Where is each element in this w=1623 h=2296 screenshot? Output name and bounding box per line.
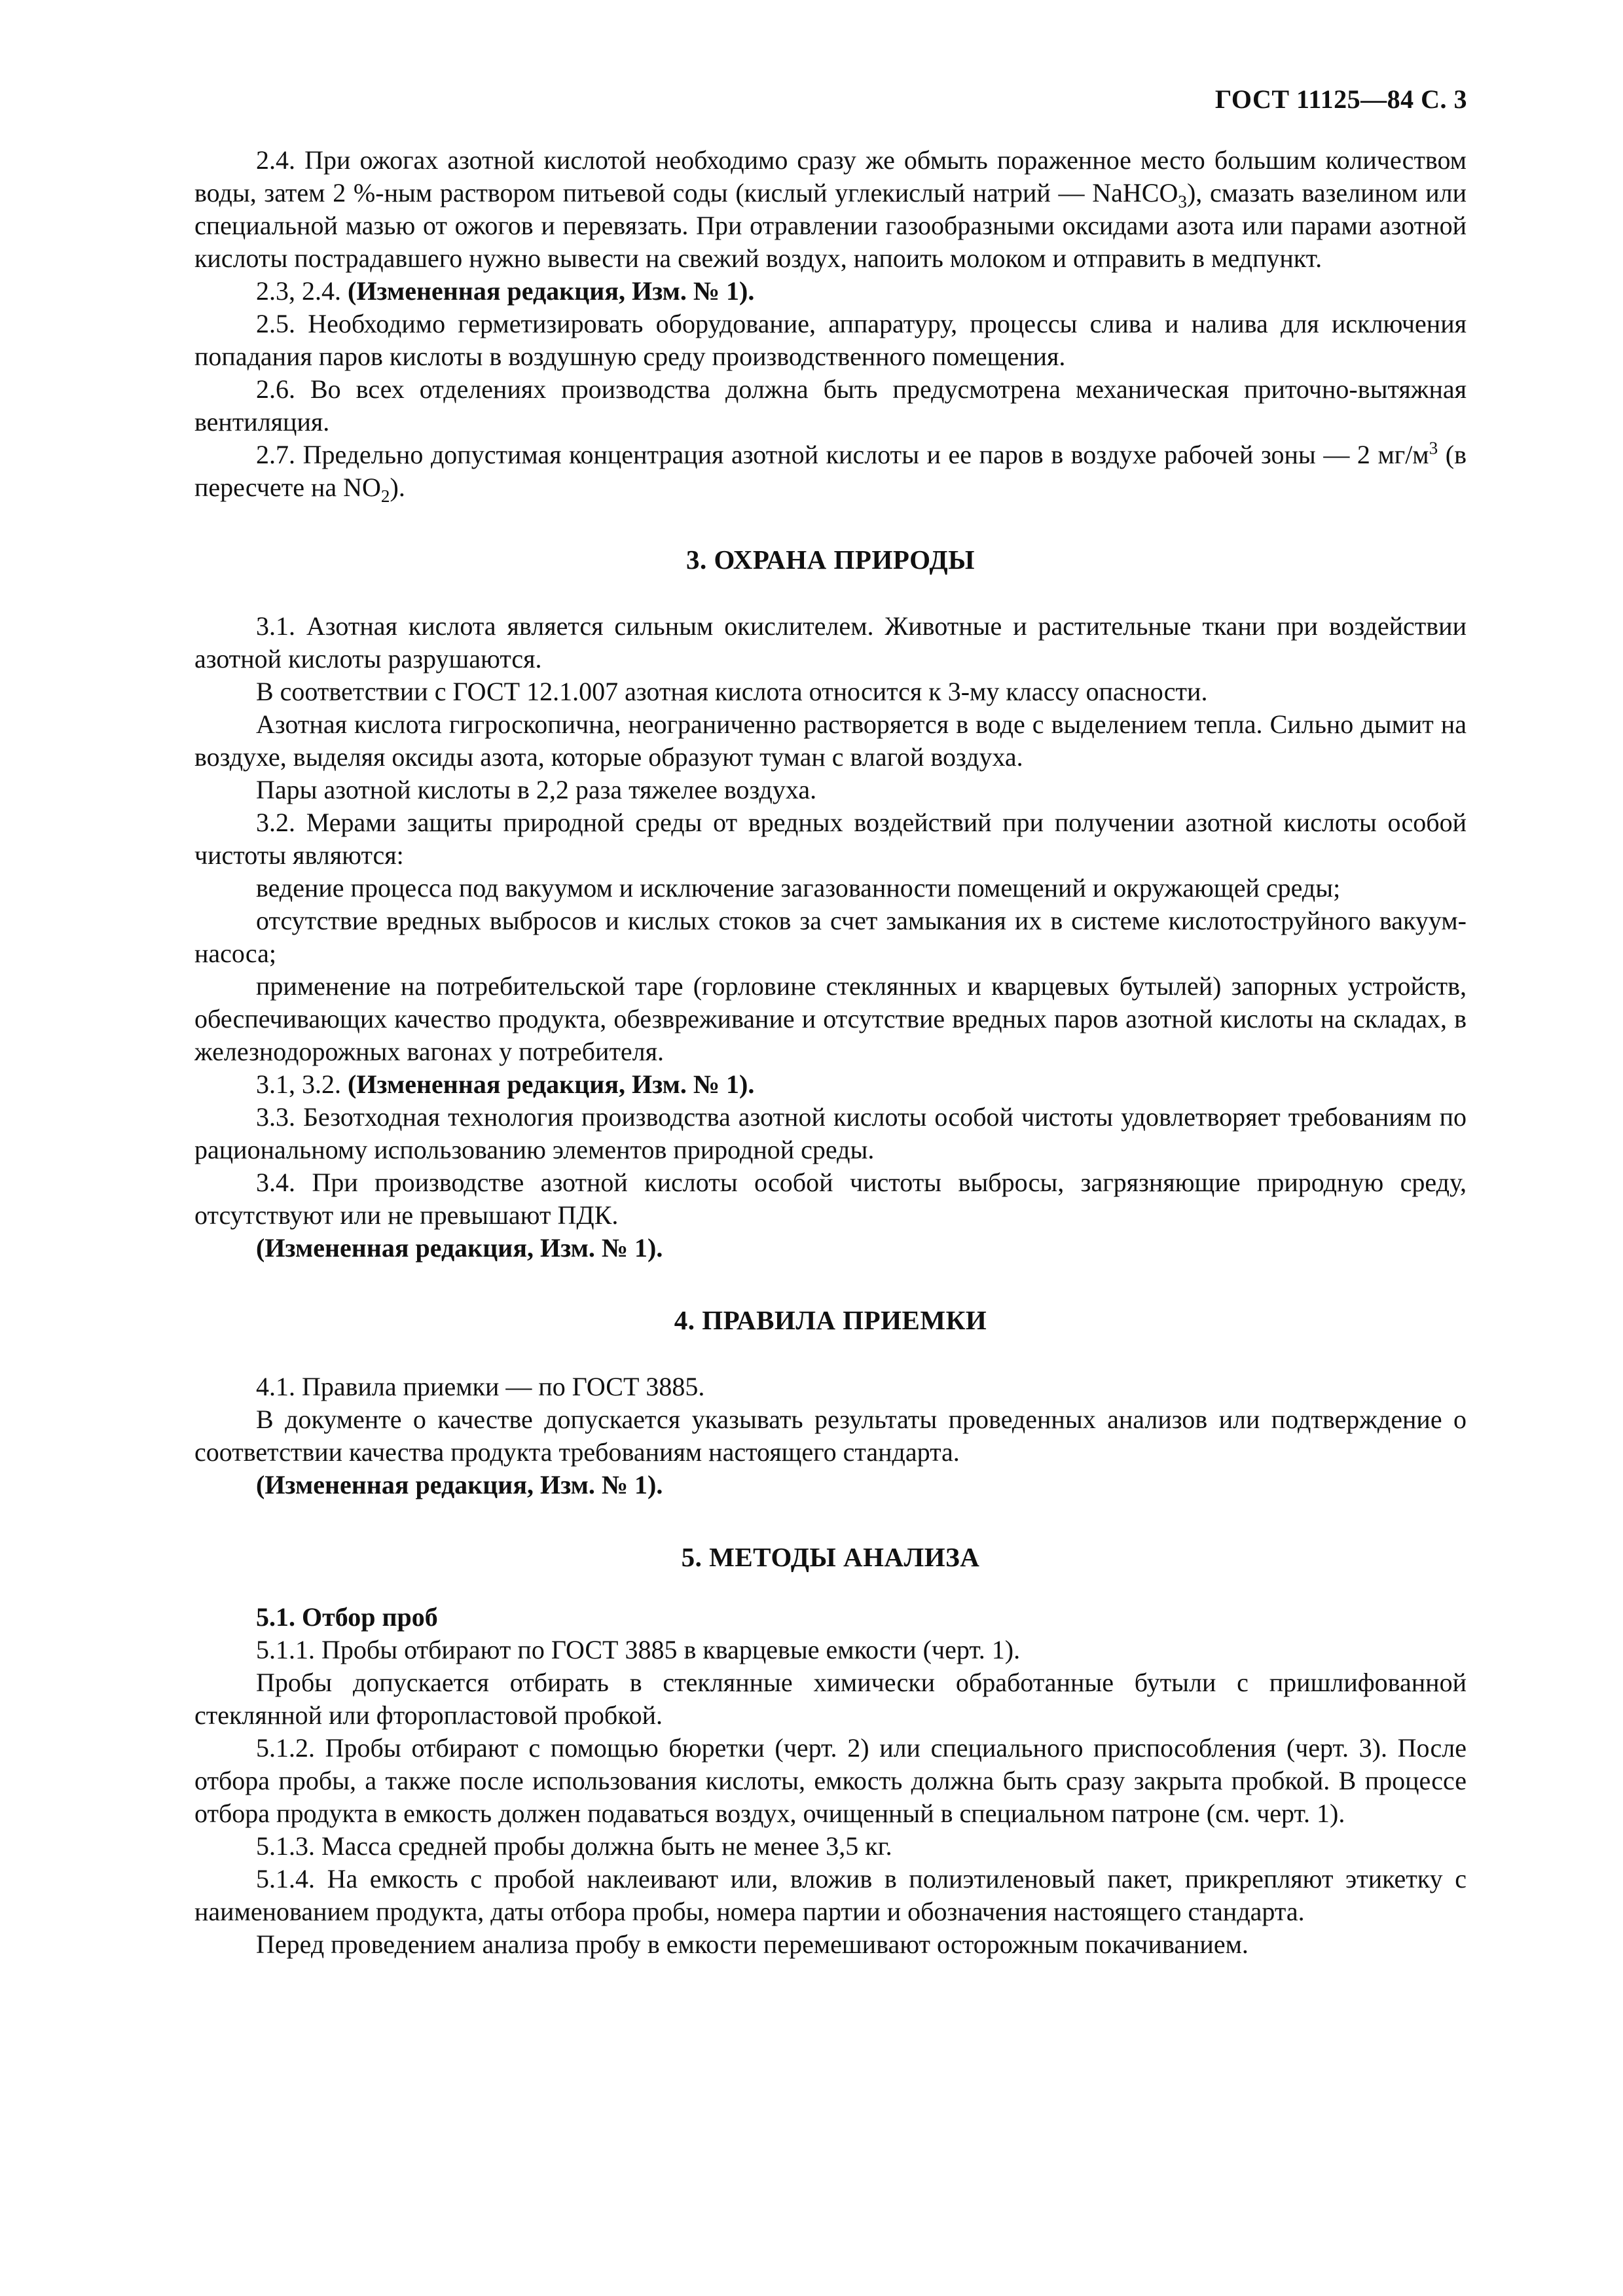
- amendment-ref: 3.1, 3.2.: [256, 1069, 348, 1099]
- paragraph: Азотная кислота гигроскопична, неограниченно растворяется в воде с выделением тепла. Сильно дымит на воздухе, выделяя оксиды азота, которые образуют туман с влагой воздуха.: [194, 709, 1467, 772]
- subsection-5-1-heading: 5.1. Отбор проб: [256, 1602, 438, 1632]
- section-5-heading: 5. МЕТОДЫ АНАЛИЗА: [681, 1542, 980, 1572]
- paragraph-5-1-3: 5.1.3. Масса средней пробы должна быть не менее 3,5 кг.: [256, 1831, 892, 1861]
- paragraph-3-3: 3.3. Безотходная технология производства азотной кислоты особой чистоты удовлетворяет требованиям по рациональному использованию элементов природной среды.: [194, 1102, 1467, 1164]
- text-run: (в пересчете на NO: [194, 440, 1467, 502]
- amendment-note: (Измененная редакция, Изм. № 1).: [348, 1069, 755, 1099]
- paragraph: Перед проведением анализа пробу в емкости перемешивают осторожным покачиванием.: [256, 1929, 1249, 1959]
- paragraph-3-1: 3.1. Азотная кислота является сильным окислителем. Животные и растительные ткани при воздействии азотной кислоты разрушаются.: [194, 611, 1467, 673]
- paragraph: Пары азотной кислоты в 2,2 раза тяжелее воздуха.: [256, 775, 817, 804]
- text-run: ).: [390, 473, 405, 502]
- amendment-note-2-3-2-4: [194, 275, 1467, 308]
- list-item: отсутствие вредных выбросов и кислых стоков за счет замыкания их в системе кислотоструйного вакуум-насоса;: [194, 906, 1467, 968]
- amendment-note: (Измененная редакция, Изм. № 1).: [256, 1470, 663, 1499]
- paragraph-2-5: 2.5. Необходимо герметизировать оборудование, аппаратуру, процессы слива и налива для исключения попадания паров кислоты в воздушную среду производственного помещения.: [194, 309, 1467, 371]
- paragraph: В соответствии с ГОСТ 12.1.007 азотная кислота относится к 3-му классу опасности.: [256, 677, 1208, 706]
- text-run: ), смазать вазелином или специальной мазью от ожогов и перевязать. При отравлении газообразными оксидами азота или парами азотной кислоты пострадавшего нужно вывести на свежий воздух, напоить молоком и отправить в медпункт.: [194, 178, 1467, 273]
- subscript: 3: [1178, 192, 1187, 211]
- paragraph-2-6: 2.6. Во всех отделениях производства должна быть предусмотрена механическая приточно-вытяжная вентиляция.: [194, 374, 1467, 437]
- paragraph-3-2: 3.2. Мерами защиты природной среды от вредных воздействий при получении азотной кислоты особой чистоты являются:: [194, 808, 1467, 870]
- paragraph: Пробы допускается отбирать в стеклянные химически обработанные бутыли с пришлифованной стеклянной или фторопластовой пробкой.: [194, 1668, 1467, 1730]
- paragraph-5-1-2: 5.1.2. Пробы отбирают с помощью бюретки (черт. 2) или специального приспособления (черт. 3). После отбора пробы, а также после использования кислоты, емкость должна быть сразу закрыта пробкой. В процессе отбора продукта в емкость должен подаваться воздух, очищенный в специальном патроне (см. черт. 1).: [194, 1733, 1467, 1828]
- amendment-note: (Измененная редакция, Изм. № 1).: [256, 1233, 663, 1263]
- amendment-ref: 2.3, 2.4.: [256, 276, 348, 306]
- superscript: 3: [1429, 438, 1438, 458]
- page-header: ГОСТ 11125—84 С. 3: [1214, 84, 1467, 114]
- amendment-note-3-1-3-2: [194, 1068, 1467, 1101]
- list-item: применение на потребительской таре (горловине стеклянных и кварцевых бутылей) запорных устройств, обеспечивающих качество продукта, обезвреживание и отсутствие вредных паров азотной кислоты на складах, в железнодорожных вагонах у потребителя.: [194, 971, 1467, 1066]
- section-3-heading: 3. ОХРАНА ПРИРОДЫ: [686, 545, 975, 575]
- paragraph-2-7: [194, 439, 1467, 504]
- paragraph-5-1-4: 5.1.4. На емкость с пробой наклеивают или, вложив в полиэтиленовый пакет, прикрепляют этикетку с наименованием продукта, даты отбора пробы, номера партии и обозначения настоящего стандарта.: [194, 1864, 1467, 1926]
- paragraph-4-1: 4.1. Правила приемки — по ГОСТ 3885.: [256, 1372, 705, 1401]
- paragraph-5-1-1: 5.1.1. Пробы отбирают по ГОСТ 3885 в кварцевые емкости (черт. 1).: [256, 1635, 1021, 1664]
- paragraph-3-4: 3.4. При производстве азотной кислоты особой чистоты выбросы, загрязняющие природную среду, отсутствуют или не превышают ПДК.: [194, 1168, 1467, 1230]
- text-run: 2.7. Предельно допустимая концентрация азотной кислоты и ее паров в воздухе рабочей зоны — 2 мг/м: [256, 440, 1429, 469]
- text-run: 2.4. При ожогах азотной кислотой необходимо сразу же обмыть пораженное место большим количеством воды, затем 2 %-ным раствором питьевой соды (кислый углекислый натрий — NaHCO: [194, 145, 1467, 207]
- amendment-note: (Измененная редакция, Изм. № 1).: [348, 276, 755, 306]
- paragraph: В документе о качестве допускается указывать результаты проведенных анализов или подтверждение о соответствии качества продукта требованиям настоящего стандарта.: [194, 1405, 1467, 1467]
- section-4-heading: 4. ПРАВИЛА ПРИЕМКИ: [674, 1305, 987, 1335]
- paragraph-2-4: [194, 144, 1467, 275]
- list-item: ведение процесса под вакуумом и исключение загазованности помещений и окружающей среды;: [256, 873, 1341, 903]
- document-body: [194, 144, 1467, 1961]
- subscript: 2: [380, 486, 390, 506]
